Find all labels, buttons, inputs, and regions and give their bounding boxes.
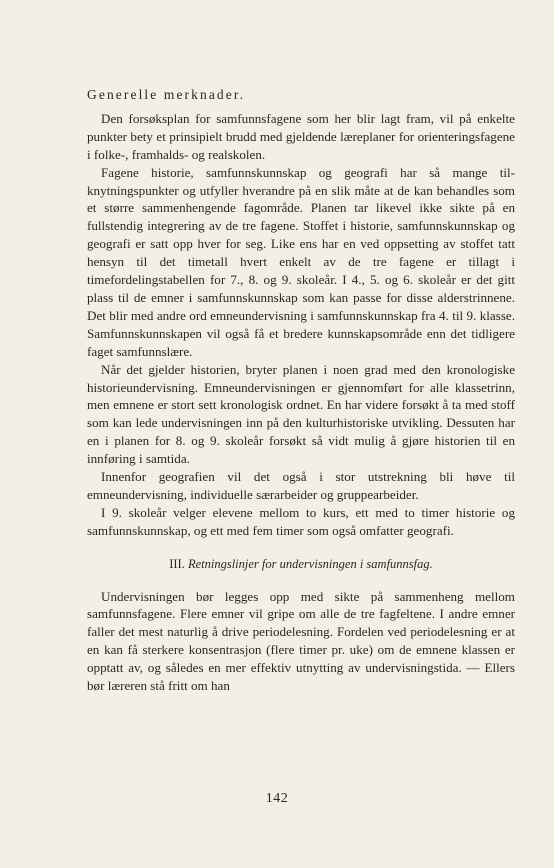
- paragraph: Innenfor geografien vil det også i stor utstrekning bli høve til emneundervisning, individuelle særarbeider og gruppearbeider.: [87, 469, 515, 502]
- paragraph: I 9. skoleår velger elevene mellom to kurs, ett med to timer historie og samfunnskunnskap, og ett med fem timer som også omfatter geografi.: [87, 504, 515, 538]
- paragraph: Undervisningen bør legges opp med sikte på sammenheng mellom samfunnsfagene. Flere emner vil gripe om alle de tre fagfeltene. I andre emner faller det mest naturlig å drive periodelesning. Fordelen ved periodelesning er at en kan få sterkere konsentrasjon (flere timer pr. uke) om de emnene klassen er opptatt av, og således en mer effektiv utnytting av undervisningstida. — Ellers bør læreren stå fritt om han: [87, 588, 515, 694]
- section-title-text: Retningslinjer for undervisningen i samfunnsfag.: [187, 556, 433, 571]
- section-title: [87, 556, 515, 574]
- paragraph: Den forsøksplan for samfunnsfagene som her blir lagt fram, vil på enkelte punkter bety et prinsipielt brudd med gjeldende læreplaner for orienteringsfagene i folke-, framhalds- og realskolen.: [87, 110, 515, 162]
- paragraph: Fagene historie, samfunnskunnskap og geografi har så mange tilknytningspunkter og utfyller hverandre på en slik måte at de kan behandles som et større sammenhengende fagområde. Planen tar likevel ikke sikte på en fullstendig integrering av de tre fagene. Stoffet i historie, samfunnskunnskap og geografi er satt opp hver for seg. Like ens har en ved oppsetting av stoffet tatt hensyn til det timetall hvert enkelt av de tre fagene er tillagt i timefordelingstabellen for 7., 8. og 9. skoleår. I 4., 5. og 6. skoleår er det gitt plass til de emner i samfunnskunnskap som kan passe for disse alderstrinnene. Det blir med andre ord emneundervisning i samfunnskunnskap fra 4. til 9. klasse. Samfunnskunnskapen vil også få et bredere kunnskapsområde enn det tidligere faget samfunnslære.: [87, 164, 515, 359]
- page-text: [87, 86, 515, 695]
- section-heading: Generelle merknader.: [87, 87, 246, 102]
- section-number: III.: [169, 556, 185, 571]
- paragraph: Når det gjelder historien, bryter planen i noen grad med den kronologiske historieundervisning. Emneundervisningen er gjennomført for alle klassetrinn, men emnene er stort sett kronologisk ordnet. En har videre forsøkt å ta med stoff som kan lede undervisningen inn på den kulturhistoriske utvikling. Dessuten har en i planen for 8. og 9. skoleår forsøkt så vidt mulig å gjøre historien til en innføring i samtida.: [87, 361, 515, 467]
- page-number: 142: [265, 791, 289, 806]
